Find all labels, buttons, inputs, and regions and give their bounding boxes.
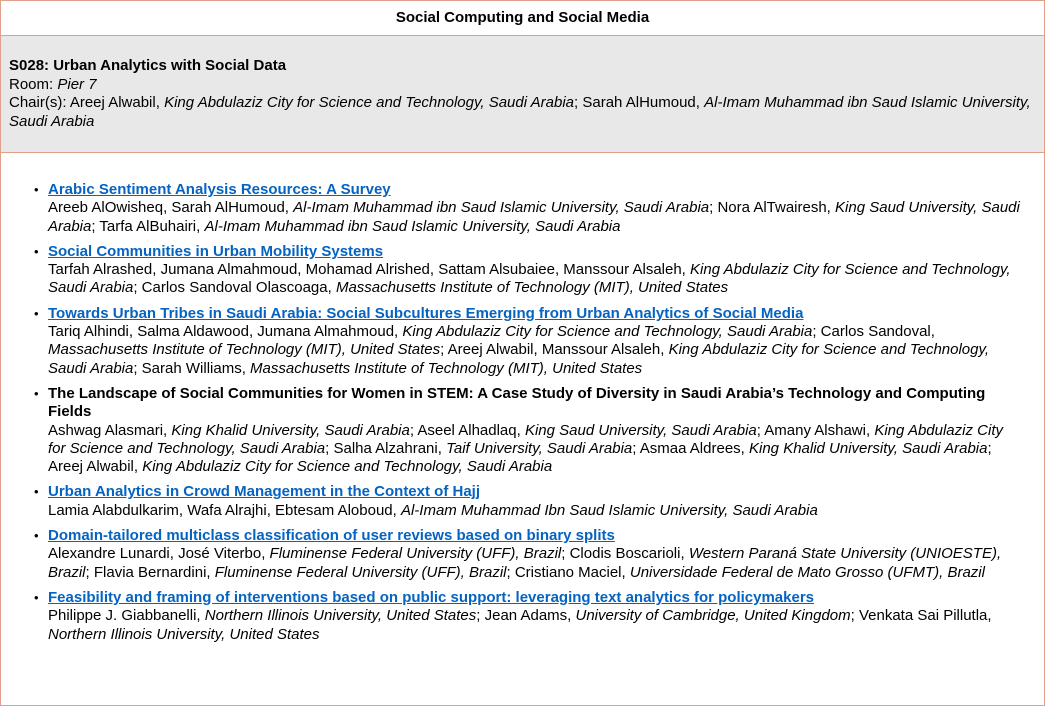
paper-title: The Landscape of Social Communities for Women in STEM: A Case Study of Diversity in Saudi Arabia’s Technology and Computing Fields xyxy=(48,384,986,421)
author-names: ; Jean Adams, xyxy=(476,607,576,625)
author-names: ; Cristiano Maciel, xyxy=(506,563,630,581)
author-affiliation: Al-Imam Muhammad Ibn Saud Islamic University, Saudi Arabia xyxy=(400,501,818,519)
chair-name: Sarah AlHumoud, xyxy=(582,94,705,111)
paper-title-link[interactable]: Urban Analytics in Crowd Management in the Context of Hajj xyxy=(48,483,480,501)
author-names: ; Areej Alwabil, Manssour Alsaleh, xyxy=(440,341,669,359)
author-affiliation: Massachusetts Institute of Technology (MIT), United States xyxy=(250,359,643,377)
chair-name: Areej Alwabil, xyxy=(69,94,165,111)
paper-authors xyxy=(48,607,1024,644)
chair-separator: ; xyxy=(574,94,583,111)
paper-title-link[interactable]: Social Communities in Urban Mobility Systems xyxy=(48,242,384,260)
chair-affiliation: Al-Imam Muhammad ibn Saud Islamic University, Saudi Arabia xyxy=(9,94,1031,130)
author-affiliation: King Saud University, Saudi Arabia xyxy=(48,199,1020,235)
author-names: ; Amany Alshawi, xyxy=(756,421,875,439)
bullet-icon: • xyxy=(34,305,39,321)
author-affiliation: Northern Illinois University, United States xyxy=(204,607,477,625)
session-room xyxy=(9,76,1036,95)
author-affiliation: Northern Illinois University, United States xyxy=(48,625,320,643)
author-names: ; Areej Alwabil, xyxy=(48,439,992,476)
author-affiliation: King Khalid University, Saudi Arabia xyxy=(749,439,988,457)
author-names: ; Carlos Sandoval, xyxy=(812,323,935,341)
author-affiliation: Al-Imam Muhammad ibn Saud Islamic University, Saudi Arabia xyxy=(293,199,710,217)
author-affiliation: Fluminense Federal University (UFF), Brazil xyxy=(214,563,507,581)
author-affiliation: King Khalid University, Saudi Arabia xyxy=(171,421,410,439)
author-names: ; Tarfa AlBuhairi, xyxy=(91,217,205,235)
bullet-icon: • xyxy=(34,243,39,259)
author-names: ; Venkata Sai Pillutla, xyxy=(850,607,992,625)
paper-title-link[interactable]: Feasibility and framing of interventions based on public support: leveraging text analytics for policymakers xyxy=(48,588,815,606)
author-names: Ashwag Alasmari, xyxy=(48,421,172,439)
paper-authors xyxy=(48,502,1024,520)
author-affiliation: King Abdulaziz City for Science and Technology, Saudi Arabia xyxy=(48,341,990,377)
author-affiliation: Western Paraná State University (UNIOESTE), Brazil xyxy=(48,545,1002,581)
session-code: S028: Urban Analytics with Social Data xyxy=(9,57,287,74)
author-names: ; Clodis Boscarioli, xyxy=(561,545,689,563)
paper-title-link[interactable]: Domain-tailored multiclass classification of user reviews based on binary splits xyxy=(48,527,615,545)
bullet-icon: • xyxy=(34,589,39,605)
author-names: ; Flavia Bernardini, xyxy=(85,563,215,581)
paper-authors xyxy=(48,422,1024,477)
author-names: Areeb AlOwisheq, Sarah AlHumoud, xyxy=(48,199,294,217)
author-names: ; Asmaa Aldrees, xyxy=(632,439,749,457)
session-info xyxy=(1,36,1044,153)
author-names: ; Carlos Sandoval Olascoaga, xyxy=(133,279,336,297)
author-names: Philippe J. Giabbanelli, xyxy=(48,607,205,625)
paper-item xyxy=(34,483,1024,520)
bullet-icon: • xyxy=(34,385,39,401)
author-affiliation: Universidade Federal de Mato Grosso (UFMT), Brazil xyxy=(629,563,985,581)
paper-item xyxy=(34,243,1024,298)
author-affiliation: King Abdulaziz City for Science and Technology, Saudi Arabia xyxy=(402,323,813,341)
paper-item xyxy=(34,385,1024,476)
chair-affiliation: King Abdulaziz City for Science and Technology, Saudi Arabia xyxy=(164,94,575,111)
track-title: Social Computing and Social Media xyxy=(1,1,1044,36)
author-names: Tariq Alhindi, Salma Aldawood, Jumana Almahmoud, xyxy=(48,323,403,341)
author-names: Tarfah Alrashed, Jumana Almahmoud, Mohamad Alrished, Sattam Alsubaiee, Manssour Alsaleh, xyxy=(48,261,691,279)
author-names: ; Aseel Alhadlaq, xyxy=(409,421,525,439)
author-affiliation: University of Cambridge, United Kingdom xyxy=(575,607,851,625)
author-names: Lamia Alabdulkarim, Wafa Alrajhi, Ebtesam Aloboud, xyxy=(48,501,401,519)
author-affiliation: Massachusetts Institute of Technology (MIT), United States xyxy=(48,341,441,359)
paper-item xyxy=(34,527,1024,582)
paper-title-link[interactable]: Arabic Sentiment Analysis Resources: A Survey xyxy=(48,181,391,198)
author-names: ; Sarah Williams, xyxy=(133,359,251,377)
author-affiliation: King Abdulaziz City for Science and Technology, Saudi Arabia xyxy=(48,261,1011,297)
bullet-icon: • xyxy=(34,528,39,544)
session-chairs xyxy=(9,94,1036,131)
author-affiliation: King Saud University, Saudi Arabia xyxy=(524,421,757,439)
author-affiliation: King Abdulaziz City for Science and Technology, Saudi Arabia xyxy=(48,421,1003,457)
author-affiliation: King Abdulaziz City for Science and Technology, Saudi Arabia xyxy=(142,458,553,476)
paper-item xyxy=(34,181,1024,236)
paper-item xyxy=(34,589,1024,644)
room-label: Room: xyxy=(9,75,58,93)
room-value: Pier 7 xyxy=(57,75,97,93)
author-affiliation: Fluminense Federal University (UFF), Brazil xyxy=(269,545,562,563)
paper-authors xyxy=(48,545,1024,582)
paper-item xyxy=(34,305,1024,378)
paper-title-link[interactable]: Towards Urban Tribes in Saudi Arabia: Social Subcultures Emerging from Urban Analytics of Social Media xyxy=(48,304,804,322)
paper-authors xyxy=(48,199,1024,236)
paper-authors xyxy=(48,323,1024,378)
author-names: ; Salha Alzahrani, xyxy=(325,439,447,457)
bullet-icon: • xyxy=(34,484,39,500)
paper-authors xyxy=(48,261,1024,298)
author-affiliation: Taif University, Saudi Arabia xyxy=(446,439,633,457)
bullet-icon: • xyxy=(34,182,39,197)
author-names: Alexandre Lunardi, José Viterbo, xyxy=(48,545,270,563)
paper-list xyxy=(1,153,1044,644)
author-names: ; Nora AlTwairesh, xyxy=(709,199,836,217)
author-affiliation: Massachusetts Institute of Technology (MIT), United States xyxy=(335,279,729,297)
chairs-label: Chair(s): xyxy=(9,94,70,111)
author-affiliation: Al-Imam Muhammad ibn Saud Islamic University, Saudi Arabia xyxy=(204,217,621,235)
